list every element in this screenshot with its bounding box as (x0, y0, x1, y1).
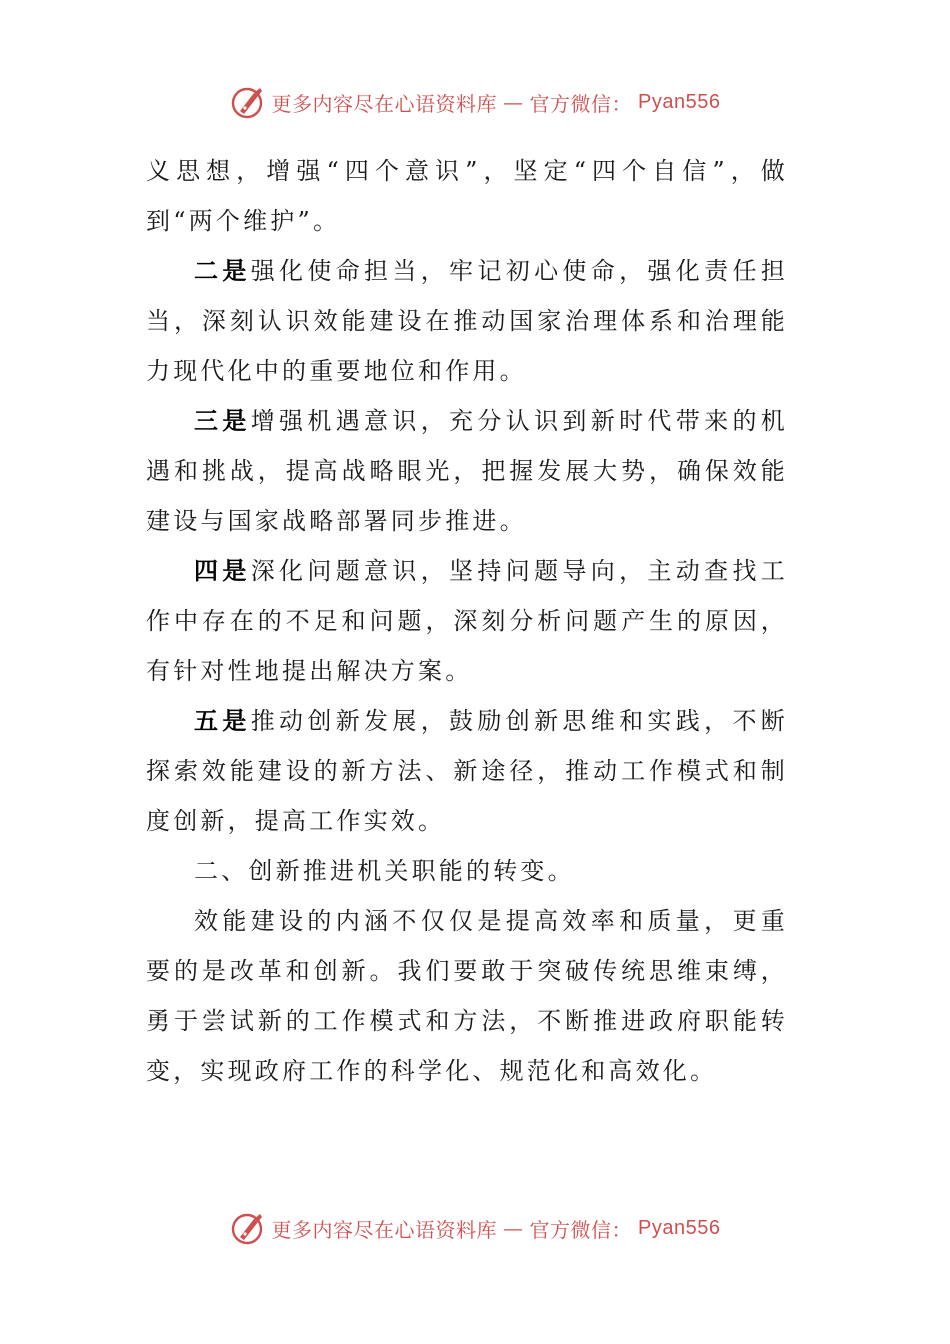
point-3-lead: 三是 (194, 406, 251, 435)
banner-wechat-label: 官方微信： (529, 1217, 633, 1242)
paragraph-point-5 (146, 696, 788, 846)
footer-banner (0, 1210, 950, 1246)
paragraph-continued: 义思想，增强“四个意识”，坚定“四个自信”，做到“两个维护”。 (146, 157, 788, 235)
banner-dash: — (503, 90, 524, 114)
point-4-text: 深化问题意识，坚持问题导向，主动查找工作中存在的不足和问题，深刻分析问题产生的原因，有针对性地提出解决方案。 (146, 557, 788, 685)
banner-wechat-label: 官方微信： (529, 91, 633, 116)
paragraph-point-3 (146, 396, 788, 546)
section-heading-2: 二、创新推进机关职能的转变。 (194, 857, 575, 885)
point-4-lead: 四是 (194, 556, 251, 585)
paragraph-point-2 (146, 246, 788, 396)
point-2-text: 强化使命担当，牢记初心使命，强化责任担当，深刻认识效能建设在推动国家治理体系和治理能力现代化中的重要地位和作用。 (146, 257, 788, 385)
pen-nib-circle-icon (230, 84, 266, 120)
banner-wechat-id: Pyan556 (638, 1216, 721, 1239)
banner-dash: — (503, 1216, 524, 1240)
paragraph-point-4 (146, 546, 788, 696)
point-5-text: 推动创新发展，鼓励创新思维和实践，不断探索效能建设的新方法、新途径，推动工作模式和制度创新，提高工作实效。 (146, 707, 788, 835)
paragraph-section-2: 效能建设的内涵不仅仅是提高效率和质量，更重要的是改革和创新。我们要敢于突破传统思维束缚，勇于尝试新的工作模式和方法，不断推进政府职能转变，实现政府工作的科学化、规范化和高效化。 (146, 907, 788, 1085)
point-5-lead: 五是 (194, 706, 251, 735)
pen-nib-circle-icon (230, 1210, 266, 1246)
banner-brand-text: 更多内容尽在心语资料库 (271, 91, 498, 116)
banner-wechat-id: Pyan556 (638, 90, 721, 113)
banner-brand-text: 更多内容尽在心语资料库 (271, 1217, 498, 1242)
point-3-text: 增强机遇意识，充分认识到新时代带来的机遇和挑战，提高战略眼光，把握发展大势，确保效能建设与国家战略部署同步推进。 (146, 407, 788, 535)
point-2-lead: 二是 (194, 256, 251, 285)
header-banner (0, 84, 950, 120)
document-body (146, 146, 788, 1096)
